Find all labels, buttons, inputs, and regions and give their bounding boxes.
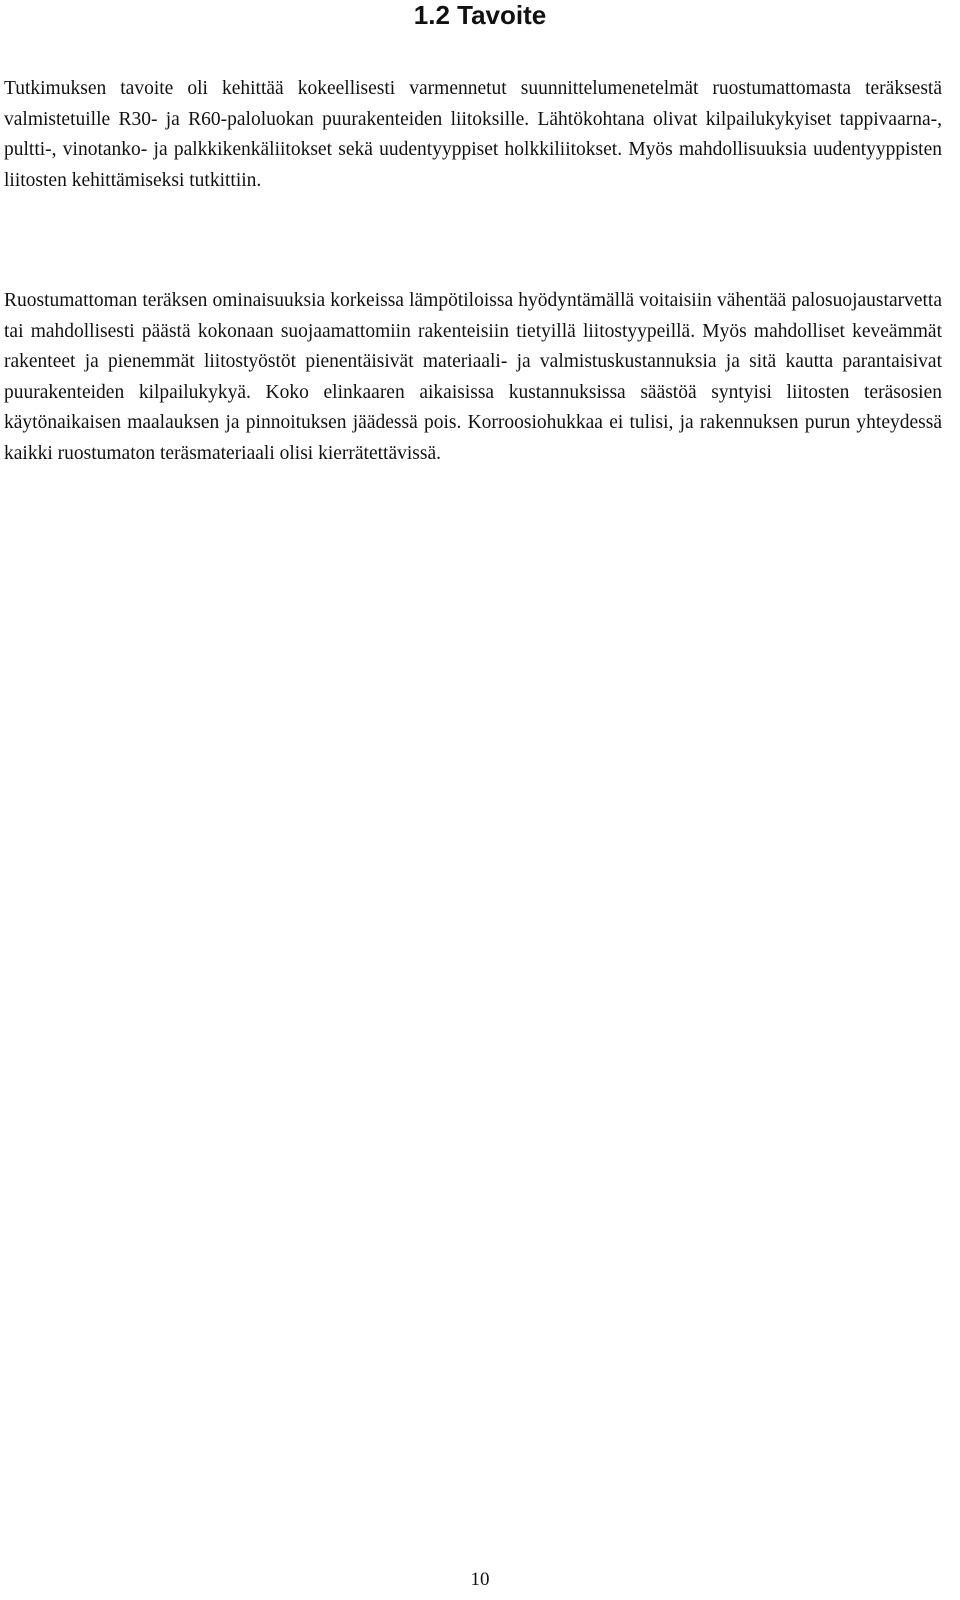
section-heading: 1.2 Tavoite <box>413 0 547 30</box>
body-paragraph-1: Tutkimuksen tavoite oli kehittää kokeellisesti varmennetut suunnittelumenetelmät ruostumattomasta teräksestä valmistetuille R30- ja R60-paloluokan puurakenteiden liitoksille. Lähtökohtana olivat kilpailukykyiset tappivaarna-, pultti-, vinotanko- ja palkkikenkäliitokset sekä uudentyyppiset holkkiliitokset. Myös mahdollisuuksia uudentyyppisten liitosten kehittämiseksi tutkittiin. <box>4 78 942 191</box>
page-number: 10 <box>470 1569 490 1590</box>
body-paragraph-2: Ruostumattoman teräksen ominaisuuksia korkeissa lämpötiloissa hyödyntämällä voitaisiin vähentää palosuojaustarvetta tai mahdollisesti päästä kokonaan suojaamattomiin rakenteisiin tietyillä liitostyypeillä. Myös mahdolliset keveämmät rakenteet ja pienemmät liitostyöstöt pienentäisivät materiaali- ja valmistuskustannuksia ja sitä kautta parantaisivat puurakenteiden kilpailukykyä. Koko elinkaaren aikaisissa kustannuksissa säästöä syntyisi liitosten teräsosien käytönaikaisen maalauksen ja pinnoituksen jäädessä pois. Korroosiohukkaa ei tulisi, ja rakennuksen purun yhteydessä kaikki ruostumaton teräsmateriaali olisi kierrätettävissä. <box>4 290 942 464</box>
